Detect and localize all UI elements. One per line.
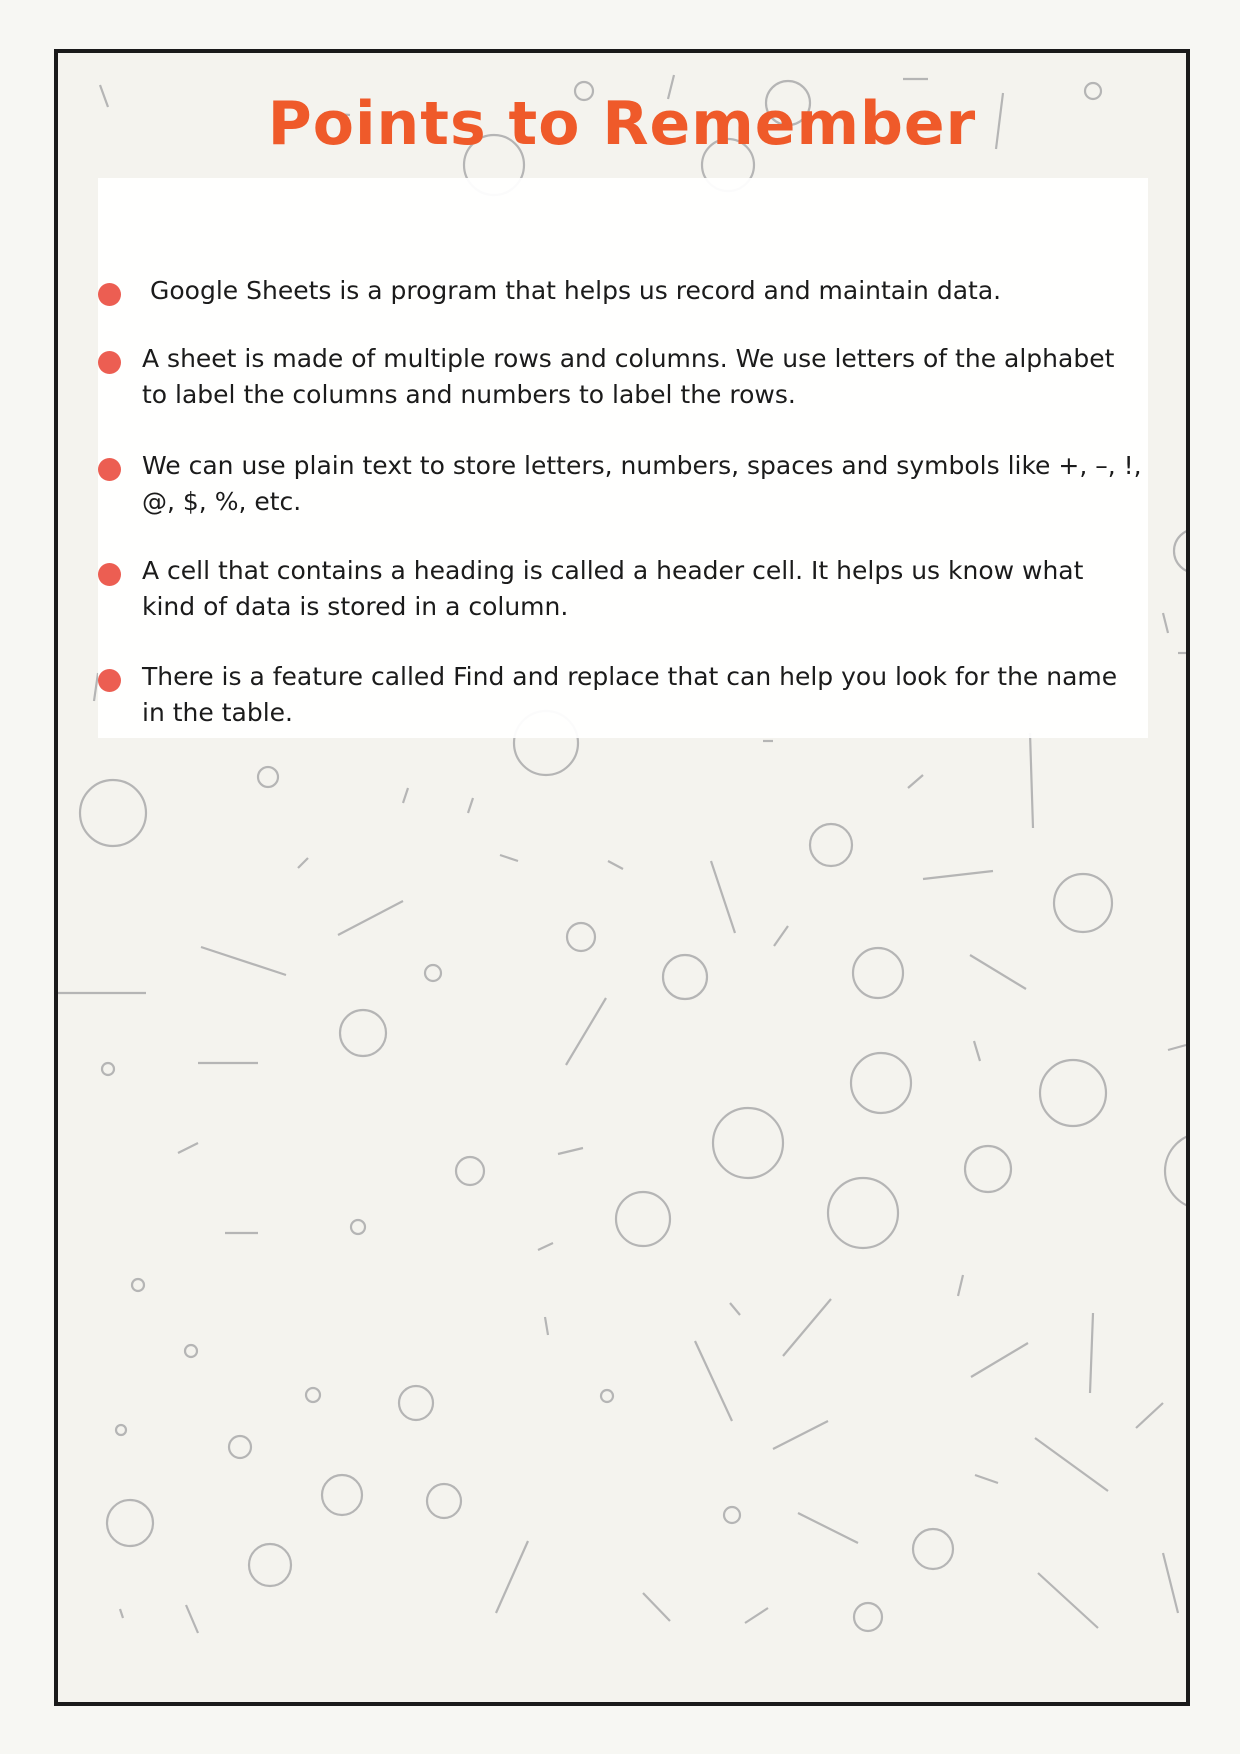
bullet-dot-icon	[98, 669, 121, 692]
point-text: There is a feature called Find and replace that can help you look for the name in the table.	[142, 662, 1118, 727]
bullet-dot-icon	[98, 283, 121, 306]
point-text: Google Sheets is a program that helps us record and maintain data.	[150, 276, 1002, 305]
point-text: A cell that contains a heading is called a header cell. It helps us know what kind of data is stored in a column.	[142, 556, 1084, 621]
bullet-dot-icon	[98, 563, 121, 586]
page-frame	[54, 49, 1190, 1706]
bullet-dot-icon	[98, 458, 121, 481]
point-text: A sheet is made of multiple rows and columns. We use letters of the alphabet to label the columns and numbers to label the rows.	[142, 344, 1115, 409]
page-title: Points to Remember	[267, 89, 977, 159]
bullet-dot-icon	[98, 351, 121, 374]
points-panel	[98, 178, 1148, 738]
point-text: We can use plain text to store letters, numbers, spaces and symbols like +, –, !, @, $, %, etc.	[142, 451, 1142, 516]
